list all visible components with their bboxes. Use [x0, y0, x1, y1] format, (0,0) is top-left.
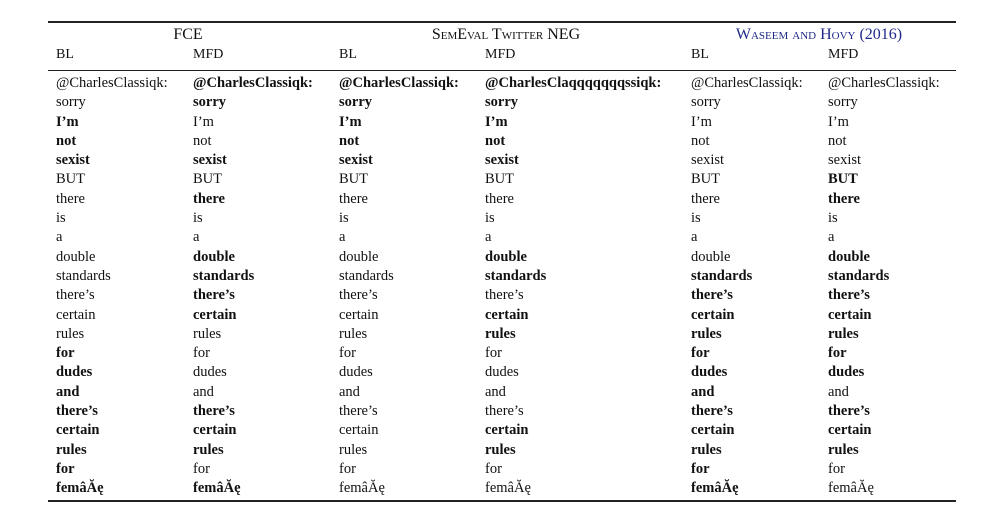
token-cell: is — [339, 210, 349, 227]
token-cell: there — [485, 190, 514, 207]
token-cell: dudes — [828, 364, 865, 381]
token-cell: femâĂę — [339, 480, 385, 497]
token-cell: certain — [828, 306, 872, 323]
token-cell: is — [691, 210, 701, 227]
group-title-waseem-hovy[interactable]: Waseem and Hovy (2016) — [735, 26, 903, 43]
token-cell: double — [828, 248, 870, 265]
token-cell: dudes — [339, 364, 373, 381]
token-cell: is — [56, 210, 66, 227]
token-cell: double — [691, 248, 731, 265]
token-cell: femâĂę — [193, 480, 241, 497]
token-cell: rules — [828, 325, 859, 342]
token-cell: double — [485, 248, 527, 265]
token-cell: for — [339, 345, 356, 362]
token-cell: @CharlesClassiqk: — [339, 75, 459, 91]
token-cell: there’s — [56, 403, 98, 420]
token-cell: certain — [339, 422, 379, 439]
sub-header-semeval-bl: BL — [339, 47, 357, 62]
token-cell: there’s — [193, 287, 235, 304]
token-cell: there’s — [828, 403, 870, 420]
token-cell: there — [339, 190, 368, 207]
token-cell: I’m — [56, 113, 79, 130]
token-cell: BUT — [56, 171, 85, 188]
token-cell: certain — [691, 306, 735, 323]
token-cell: there’s — [485, 403, 524, 420]
token-cell: standards — [339, 267, 394, 284]
token-cell: @CharlesClaqqqqqqqssiqk: — [485, 75, 662, 91]
token-cell: is — [193, 210, 203, 227]
token-cell: rules — [828, 441, 859, 458]
sub-header-semeval-mfd: MFD — [485, 47, 516, 62]
token-cell: @CharlesClassiqk: — [193, 75, 313, 91]
token-cell: and — [56, 383, 80, 400]
token-cell: certain — [56, 306, 96, 323]
token-cell: for — [828, 460, 845, 477]
token-cell: not — [485, 132, 506, 149]
token-cell: BUT — [485, 171, 514, 188]
token-cell: BUT — [691, 171, 720, 188]
token-cell: standards — [485, 267, 547, 284]
group-title-fce: FCE — [173, 26, 203, 43]
token-cell: for — [691, 345, 710, 362]
token-cell: sorry — [828, 94, 858, 111]
token-cell: sexist — [691, 152, 725, 169]
token-cell: BUT — [193, 171, 222, 188]
token-cell: for — [485, 460, 502, 477]
token-cell: there’s — [485, 287, 524, 304]
token-cell: there’s — [691, 403, 733, 420]
token-cell: dudes — [193, 364, 227, 381]
token-cell: @CharlesClassiqk: — [56, 75, 168, 91]
token-cell: rules — [339, 325, 368, 342]
token-cell: there — [828, 190, 860, 207]
token-cell: for — [193, 345, 210, 362]
token-cell: I’m — [485, 113, 508, 130]
token-cell: BUT — [339, 171, 368, 188]
token-cell: sorry — [339, 94, 373, 111]
token-cell: and — [193, 383, 214, 400]
token-cell: rules — [193, 441, 224, 458]
token-cell: double — [193, 248, 235, 265]
token-cell: there’s — [339, 287, 378, 304]
token-cell: standards — [828, 267, 890, 284]
token-cell: certain — [828, 422, 872, 439]
token-cell: sorry — [691, 94, 721, 111]
token-cell: a — [485, 229, 492, 246]
token-cell: sexist — [56, 152, 90, 169]
token-cell: @CharlesClassiqk: — [828, 75, 940, 91]
token-cell: double — [339, 248, 379, 265]
token-cell: and — [691, 383, 715, 400]
token-cell: dudes — [485, 364, 519, 381]
token-cell: and — [339, 383, 360, 400]
sub-header-waseem-bl: BL — [691, 47, 709, 62]
token-cell: certain — [56, 422, 100, 439]
token-cell: not — [339, 132, 360, 149]
token-cell: there — [193, 190, 225, 207]
token-cell: there — [691, 190, 720, 207]
token-cell: double — [56, 248, 96, 265]
token-cell: I’m — [691, 113, 712, 130]
token-cell: there’s — [193, 403, 235, 420]
token-cell: there’s — [828, 287, 870, 304]
token-cell: and — [485, 383, 506, 400]
group-title-semeval: SemEval Twitter NEG — [431, 26, 581, 43]
token-cell: sorry — [193, 94, 227, 111]
token-cell: for — [56, 345, 75, 362]
token-cell: there — [56, 190, 85, 207]
token-cell: certain — [691, 422, 735, 439]
token-cell: sexist — [339, 152, 373, 169]
column-waseem-bl — [691, 74, 803, 499]
token-cell: for — [193, 460, 210, 477]
token-cell: for — [691, 460, 710, 477]
token-cell: standards — [691, 267, 753, 284]
token-cell: a — [193, 229, 200, 246]
token-cell: standards — [56, 267, 111, 284]
token-cell: certain — [193, 306, 237, 323]
token-cell: a — [56, 229, 63, 246]
token-cell: not — [193, 132, 212, 149]
header-rule — [48, 70, 956, 71]
token-cell: I’m — [193, 113, 214, 130]
token-cell: there’s — [56, 287, 95, 304]
token-cell: femâĂę — [485, 480, 531, 497]
token-cell: for — [828, 345, 847, 362]
token-cell: @CharlesClassiqk: — [691, 75, 803, 91]
token-cell: standards — [193, 267, 255, 284]
token-cell: certain — [193, 422, 237, 439]
token-cell: not — [56, 132, 77, 149]
token-cell: for — [339, 460, 356, 477]
token-cell: sorry — [485, 94, 519, 111]
token-cell: I’m — [828, 113, 849, 130]
token-cell: rules — [56, 441, 87, 458]
token-cell: sexist — [193, 152, 227, 169]
token-cell: rules — [56, 325, 85, 342]
column-waseem-mfd — [828, 74, 940, 499]
token-cell: sexist — [485, 152, 519, 169]
token-cell: sexist — [828, 152, 862, 169]
token-cell: sorry — [56, 94, 86, 111]
token-cell: is — [485, 210, 495, 227]
token-cell: is — [828, 210, 838, 227]
sub-header-fce-mfd: MFD — [193, 47, 224, 62]
token-cell: for — [485, 345, 502, 362]
token-cell: certain — [485, 422, 529, 439]
token-cell: rules — [339, 441, 368, 458]
token-cell: a — [691, 229, 698, 246]
bottom-rule — [48, 500, 956, 502]
token-cell: there’s — [691, 287, 733, 304]
token-cell: femâĂę — [691, 480, 739, 497]
token-cell: dudes — [56, 364, 93, 381]
token-cell: certain — [339, 306, 379, 323]
token-cell: for — [56, 460, 75, 477]
sub-header-waseem-mfd: MFD — [828, 47, 859, 62]
token-cell: dudes — [691, 364, 728, 381]
column-fce-mfd — [193, 74, 313, 499]
token-cell: rules — [193, 325, 222, 342]
token-cell: BUT — [828, 171, 858, 188]
token-cell: rules — [691, 325, 722, 342]
column-fce-bl — [56, 74, 168, 499]
sub-header-fce-bl: BL — [56, 47, 74, 62]
token-cell: there’s — [339, 403, 378, 420]
token-cell: not — [691, 132, 710, 149]
column-semeval-bl — [339, 74, 459, 499]
top-rule — [48, 21, 956, 23]
token-cell: rules — [485, 441, 516, 458]
token-cell: rules — [691, 441, 722, 458]
column-semeval-mfd — [485, 74, 661, 499]
token-cell: rules — [485, 325, 516, 342]
token-cell: a — [828, 229, 835, 246]
token-cell: a — [339, 229, 346, 246]
token-cell: certain — [485, 306, 529, 323]
token-cell: femâĂę — [56, 480, 104, 497]
token-cell: not — [828, 132, 847, 149]
token-cell: and — [828, 383, 849, 400]
token-cell: femâĂę — [828, 480, 874, 497]
token-cell: I’m — [339, 113, 362, 130]
